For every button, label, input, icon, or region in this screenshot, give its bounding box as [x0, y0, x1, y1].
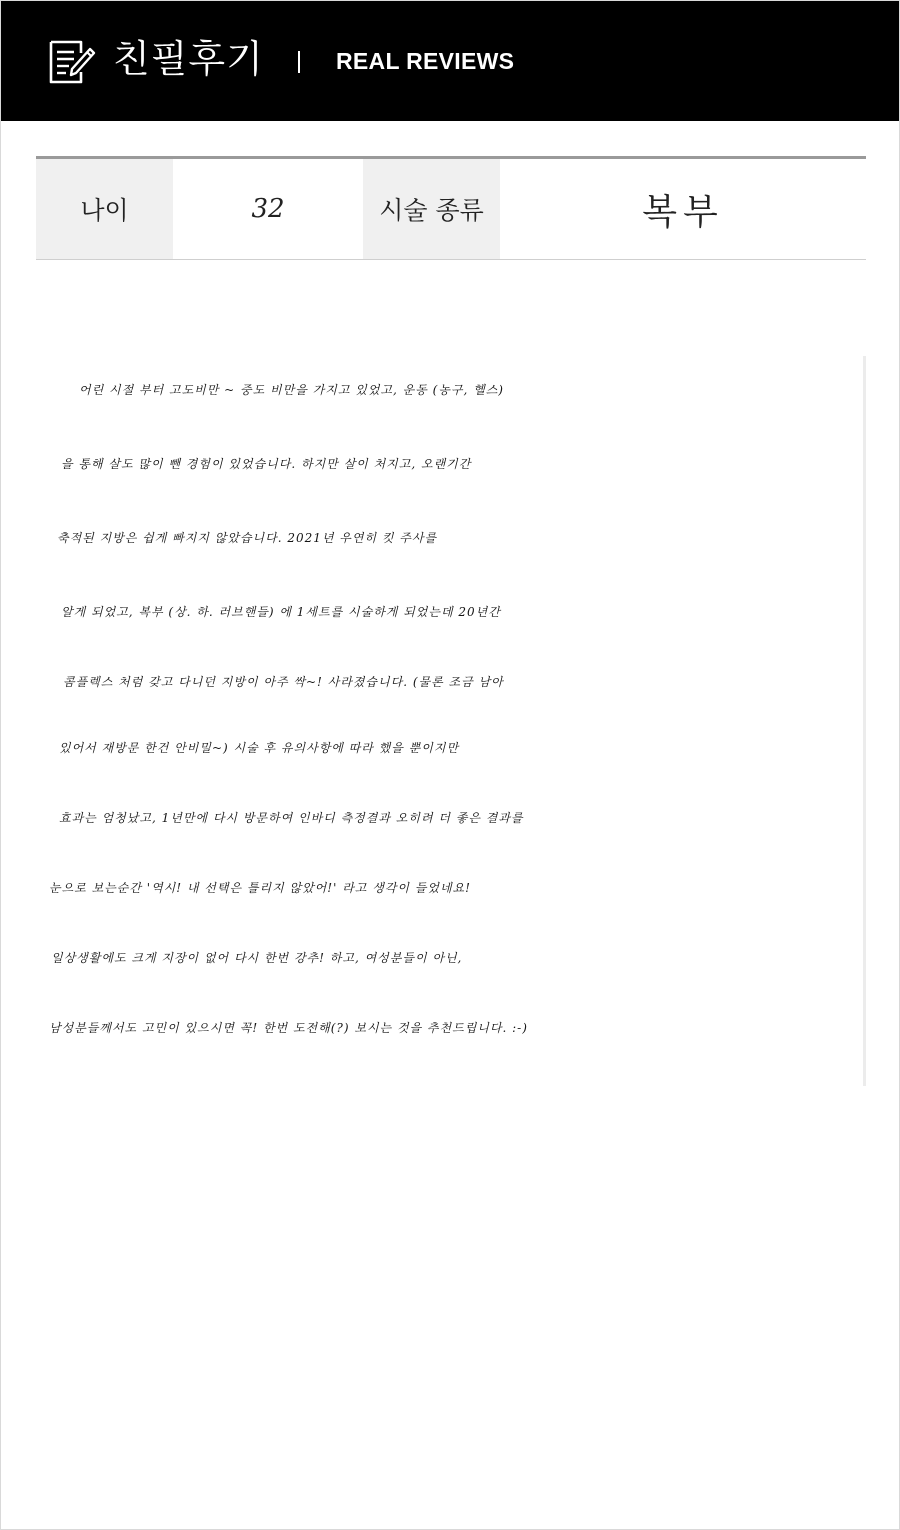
page-title-korean: 친필후기: [113, 37, 264, 81]
header-divider: [298, 51, 300, 73]
age-label: 나이: [36, 159, 173, 259]
handwritten-review: [41, 356, 866, 1086]
review-line: 콤플렉스 처럼 갖고 다니던 지방이 아주 싹~! 사라졌습니다. (물론 조금 남아: [63, 675, 504, 689]
review-line: 눈으로 보는순간 '역시! 내 선택은 틀리지 않았어!' 라고 생각이 들었네요!: [49, 881, 471, 895]
review-line: 축적된 지방은 쉽게 빠지지 않았습니다. 2021년 우연히 킷 주사를: [57, 531, 438, 545]
age-value: 32: [251, 194, 285, 224]
review-line: 알게 되었고, 복부 (상. 하. 러브핸들) 에 1세트를 시술하게 되었는데 20년간: [61, 605, 501, 619]
review-line: 남성분들께서도 고민이 있으시면 꼭! 한번 도전해(?) 보시는 것을 추천드립니다. :-): [49, 1021, 528, 1035]
review-line: 어린 시절 부터 고도비만 ~ 중도 비만을 가지고 있었고, 운동 (농구, 헬스): [79, 383, 504, 397]
review-line: 을 통해 살도 많이 뺀 경험이 있었습니다. 하지만 살이 처지고, 오랜기간: [61, 457, 472, 471]
review-pen-icon: [47, 39, 97, 85]
review-line: 있어서 재방문 한건 안비밀~) 시술 후 유의사항에 따라 했을 뿐이지만: [59, 741, 460, 755]
page-header: [1, 1, 899, 121]
review-line: 효과는 엄청났고, 1년만에 다시 방문하여 인바디 측정결과 오히려 더 좋은 결과를: [59, 811, 524, 825]
procedure-type-value: 복부: [642, 191, 724, 233]
page-title-english: REAL REVIEWS: [336, 48, 515, 74]
review-line: 일상생활에도 크게 지장이 없어 다시 한번 강추! 하고, 여성분들이 아닌,: [51, 951, 463, 965]
review-info-table: [36, 156, 866, 260]
procedure-type-label: 시술 종류: [363, 159, 500, 259]
